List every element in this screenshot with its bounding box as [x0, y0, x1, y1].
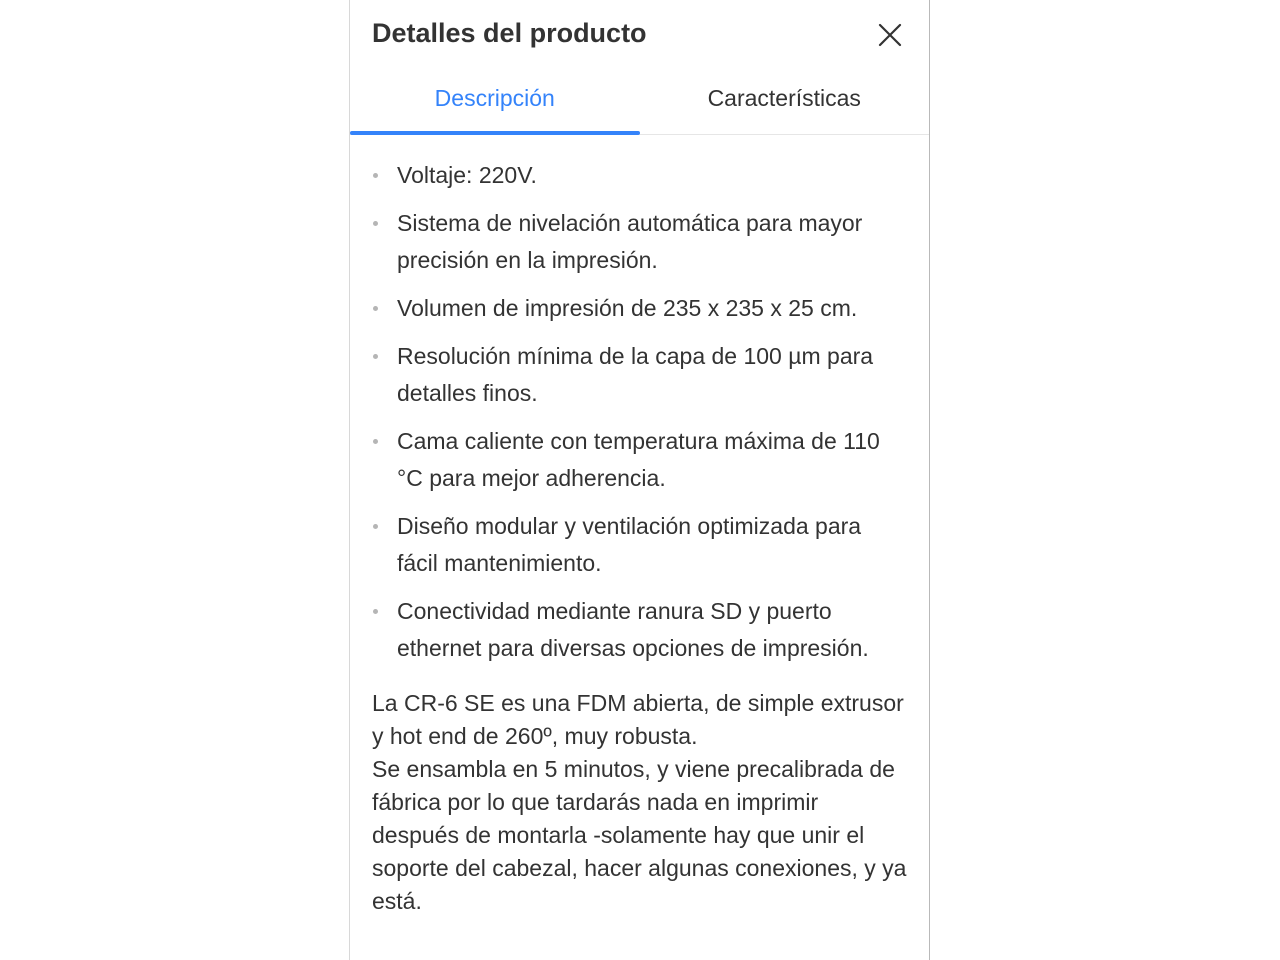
product-description [372, 687, 907, 918]
bullet-icon [373, 609, 378, 614]
tab-bar [350, 68, 929, 135]
list-item [372, 338, 907, 412]
list-item [372, 593, 907, 667]
description-content [350, 135, 929, 918]
close-icon [878, 23, 902, 47]
description-paragraph: Se ensambla en 5 minutos, y viene precalibrada de fábrica por lo que tardarás nada en imprimir después de montarla -solamente hay que unir el soporte del cabezal, hacer algunas conexiones, y ya está. [372, 756, 907, 914]
description-paragraph: La CR-6 SE es una FDM abierta, de simple extrusor y hot end de 260º, muy robusta. [372, 690, 904, 749]
list-item-text: Conectividad mediante ranura SD y puerto ethernet para diversas opciones de impresión. [397, 598, 869, 661]
bullet-icon [373, 354, 378, 359]
bullet-icon [373, 439, 378, 444]
list-item [372, 508, 907, 582]
product-details-panel [349, 0, 930, 960]
list-item [372, 205, 907, 279]
list-item-text: Resolución mínima de la capa de 100 µm para detalles finos. [397, 343, 874, 406]
list-item [372, 423, 907, 497]
list-item-text: Diseño modular y ventilación optimizada para fácil mantenimiento. [397, 513, 862, 576]
bullet-icon [373, 221, 378, 226]
list-item-text: Volumen de impresión de 235 x 235 x 25 cm. [397, 295, 858, 321]
tab-descripcion[interactable]: Descripción [350, 68, 640, 134]
list-item-text: Sistema de nivelación automática para mayor precisión en la impresión. [397, 210, 863, 273]
page-title: Detalles del producto [372, 18, 647, 48]
panel-header [350, 0, 929, 68]
list-item-text: Cama caliente con temperatura máxima de 110 °C para mejor adherencia. [397, 428, 880, 491]
tab-caracteristicas[interactable]: Características [707, 85, 861, 111]
bullet-icon [373, 173, 378, 178]
feature-list [372, 157, 907, 667]
close-button[interactable] [875, 20, 905, 50]
bullet-icon [373, 306, 378, 311]
list-item [372, 290, 907, 327]
bullet-icon [373, 524, 378, 529]
list-item [372, 157, 907, 194]
list-item-text: Voltaje: 220V. [397, 162, 537, 188]
